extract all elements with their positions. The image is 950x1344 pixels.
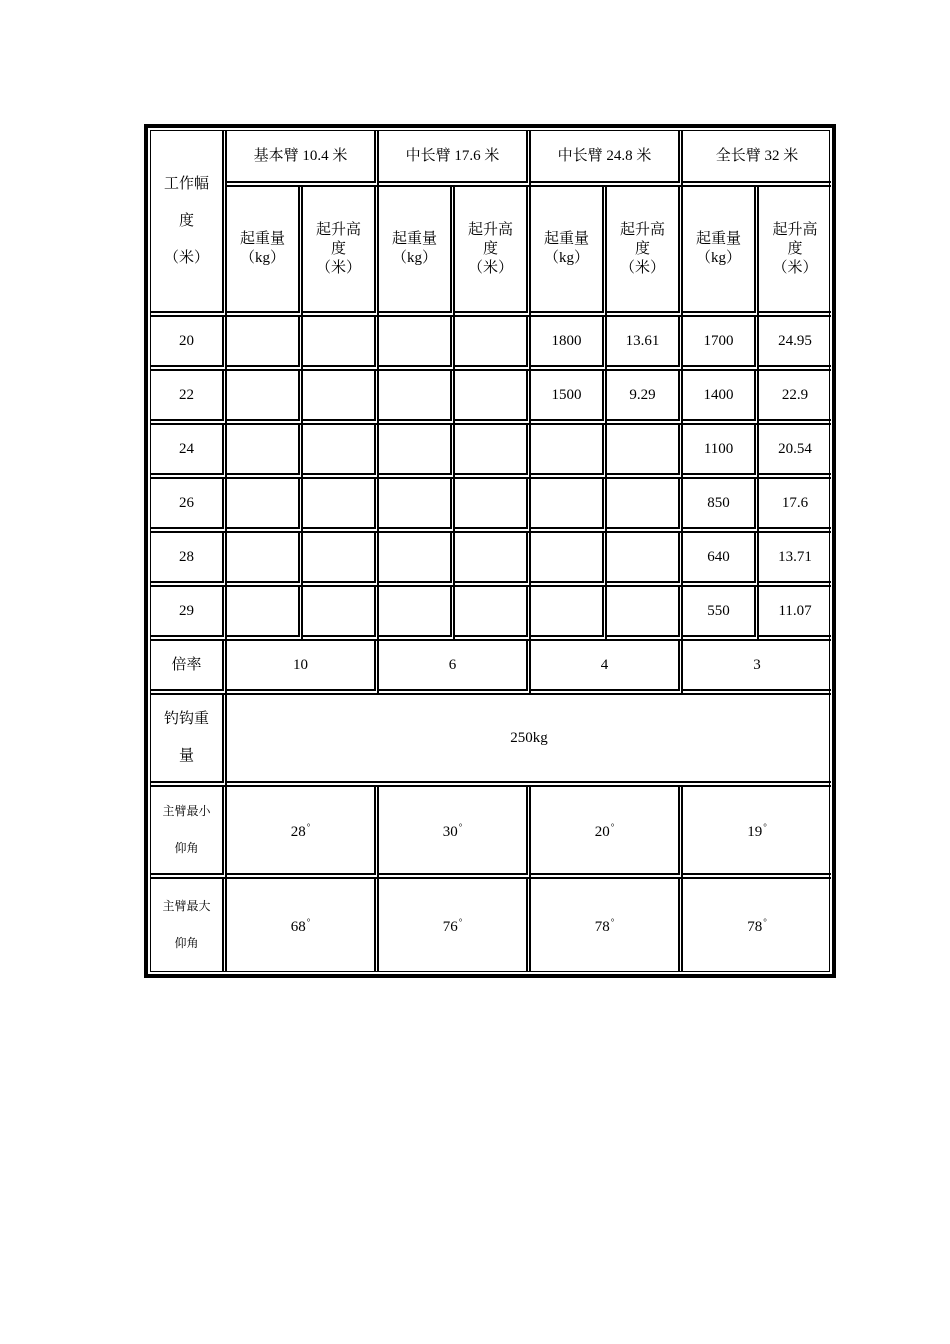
data-cell: 20.54 [759,425,831,479]
radius-cell: 29 [151,587,227,641]
table-row [151,479,831,533]
table-row [151,317,831,371]
data-cell: 13.71 [759,533,831,587]
ratio-value: 10 [227,641,379,695]
data-cell [227,479,303,533]
sub-header-height: 起升高 度 （米） [455,187,531,317]
radius-cell: 26 [151,479,227,533]
data-cell [531,533,607,587]
data-cell [227,317,303,371]
min-angle-row [151,787,831,879]
data-cell [303,479,379,533]
data-cell [379,533,455,587]
data-cell: 9.29 [607,371,683,425]
table-row [151,533,831,587]
data-cell [531,479,607,533]
data-cell [379,317,455,371]
data-cell [455,317,531,371]
data-cell: 17.6 [759,479,831,533]
data-cell [303,371,379,425]
boom-header-mid1: 中长臂 17.6 米 [379,131,531,187]
data-cell [303,317,379,371]
max-angle-label: 主臂最大 仰角 [151,879,227,971]
data-cell: 1500 [531,371,607,425]
hook-weight-value: 250kg [227,695,831,787]
sub-header-height: 起升高 度 （米） [303,187,379,317]
data-cell [379,371,455,425]
crane-load-table [151,131,831,971]
data-cell [227,587,303,641]
data-cell: 550 [683,587,759,641]
data-cell [531,425,607,479]
min-angle-value: 19° [683,787,831,879]
crane-load-table-frame [144,124,836,978]
data-cell [455,587,531,641]
data-cell [455,533,531,587]
boom-header-full: 全长臂 32 米 [683,131,831,187]
boom-header-basic: 基本臂 10.4 米 [227,131,379,187]
data-cell: 1800 [531,317,607,371]
ratio-label: 倍率 [151,641,227,695]
data-cell: 1400 [683,371,759,425]
sub-header-height: 起升高 度 （米） [759,187,831,317]
data-cell [607,425,683,479]
radius-header: 工作幅 度 （米） [151,131,227,317]
ratio-value: 6 [379,641,531,695]
min-angle-value: 28° [227,787,379,879]
data-cell: 1100 [683,425,759,479]
data-cell: 1700 [683,317,759,371]
data-cell [379,425,455,479]
data-cell [531,587,607,641]
hook-weight-row [151,695,831,787]
data-cell: 13.61 [607,317,683,371]
table-row [151,425,831,479]
data-cell: 11.07 [759,587,831,641]
boom-header-row [151,131,831,187]
data-cell [303,533,379,587]
max-angle-value: 78° [531,879,683,971]
data-cell: 640 [683,533,759,587]
hook-weight-label: 钓钩重 量 [151,695,227,787]
table-row [151,371,831,425]
data-cell [303,425,379,479]
data-cell [227,371,303,425]
data-cell [379,479,455,533]
ratio-row [151,641,831,695]
data-cell [607,533,683,587]
ratio-value: 4 [531,641,683,695]
data-cell [303,587,379,641]
sub-header-load: 起重量 （kg） [683,187,759,317]
max-angle-row [151,879,831,971]
data-cell [455,425,531,479]
sub-header-row [151,187,831,317]
data-cell [455,479,531,533]
ratio-value: 3 [683,641,831,695]
radius-cell: 20 [151,317,227,371]
data-cell: 22.9 [759,371,831,425]
radius-cell: 24 [151,425,227,479]
sub-header-load: 起重量 （kg） [227,187,303,317]
data-cell [607,587,683,641]
radius-cell: 22 [151,371,227,425]
radius-cell: 28 [151,533,227,587]
data-cell: 850 [683,479,759,533]
min-angle-value: 20° [531,787,683,879]
min-angle-value: 30° [379,787,531,879]
max-angle-value: 78° [747,917,767,935]
data-cell [455,371,531,425]
data-cell [227,425,303,479]
table-row [151,587,831,641]
boom-header-mid2: 中长臂 24.8 米 [531,131,683,187]
data-cell [379,587,455,641]
data-cell: 24.95 [759,317,831,371]
max-angle-value: 68° [227,879,379,971]
max-angle-value: 76° [379,879,531,971]
data-cell [227,533,303,587]
min-angle-label: 主臂最小 仰角 [151,787,227,879]
sub-header-load: 起重量 （kg） [379,187,455,317]
sub-header-height: 起升高 度 （米） [607,187,683,317]
data-cell [607,479,683,533]
sub-header-load: 起重量 （kg） [531,187,607,317]
